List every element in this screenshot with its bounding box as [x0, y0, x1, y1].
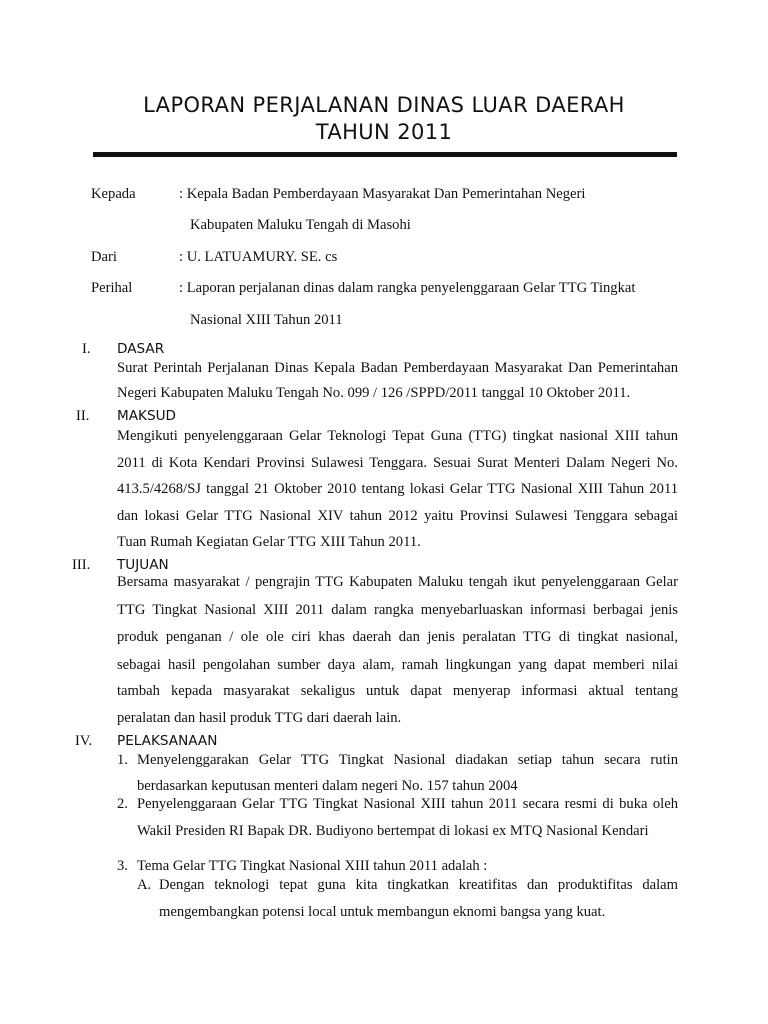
- perihal-value-line2: Nasional XIII Tahun 2011: [190, 312, 343, 328]
- tujuan-line-6: peralatan dan hasil produk TTG dari daerah lain.: [117, 710, 402, 726]
- section-number-maksud: II.: [76, 408, 90, 424]
- pelaksanaan-item-2-line1: Penyelenggaraan Gelar TTG Tingkat Nasional XIII tahun 2011 secara resmi di buka oleh: [137, 796, 678, 812]
- tujuan-line-4: sebagai hasil pengolahan sumber daya alam, ramah lingkungan yang dapat memberi nilai: [117, 657, 678, 673]
- document-title-line2: TAHUN 2011: [315, 120, 453, 144]
- section-heading-tujuan: TUJUAN: [117, 557, 169, 573]
- pelaksanaan-item-1-line1: Menyelenggarakan Gelar TTG Tingkat Nasional diadakan setiap tahun secara rutin: [137, 752, 678, 768]
- title-divider: [93, 152, 677, 157]
- tujuan-line-3: produk penganan / ole ole ciri khas daerah dan jenis peralatan TTG di tingkat nasional,: [117, 629, 678, 645]
- tujuan-line-1: Bersama masyarakat / pengrajin TTG Kabupaten Maluku tengah ikut penyelenggaraan Gelar: [117, 574, 678, 590]
- pelaksanaan-subitem-a-letter: A.: [137, 877, 152, 893]
- maksud-line-2: 2011 di Kota Kendari Provinsi Sulawesi Tenggara. Sesuai Surat Menteri Dalam Negeri No.: [117, 455, 678, 471]
- pelaksanaan-subitem-a-line1: Dengan teknologi tepat guna kita tingkatkan kreatifitas dan produktifitas dalam: [159, 877, 678, 893]
- section-heading-dasar: DASAR: [117, 341, 165, 357]
- pelaksanaan-item-2-number: 2.: [117, 796, 128, 812]
- tujuan-line-5: tambah kepada masyarakat sekaligus untuk dapat menyerap informasi aktual tentang: [117, 683, 678, 699]
- section-heading-maksud: MAKSUD: [117, 408, 176, 424]
- pelaksanaan-item-1-number: 1.: [117, 752, 128, 768]
- perihal-label: Perihal: [91, 280, 133, 296]
- pelaksanaan-subitem-a-line2: mengembangkan potensi local untuk membangun eknomi bangsa yang kuat.: [159, 904, 606, 920]
- dari-value: : U. LATUAMURY. SE. cs: [179, 249, 338, 265]
- maksud-line-1: Mengikuti penyelenggaraan Gelar Teknologi Tepat Guna (TTG) tingkat nasional XIII tahun: [117, 428, 678, 444]
- pelaksanaan-item-2-line2: Wakil Presiden RI Bapak DR. Budiyono bertempat di lokasi ex MTQ Nasional Kendari: [137, 823, 649, 839]
- perihal-value-line1: : Laporan perjalanan dinas dalam rangka penyelenggaraan Gelar TTG Tingkat: [179, 280, 636, 296]
- kepada-label: Kepada: [91, 186, 136, 202]
- kepada-value-line2: Kabupaten Maluku Tengah di Masohi: [190, 217, 411, 233]
- kepada-value-line1: : Kepala Badan Pemberdayaan Masyarakat Dan Pemerintahan Negeri: [179, 186, 586, 202]
- section-number-pelaksanaan: IV.: [75, 733, 93, 749]
- section-heading-pelaksanaan: PELAKSANAAN: [117, 733, 218, 749]
- section-number-tujuan: III.: [72, 557, 91, 573]
- pelaksanaan-item-3-number: 3.: [117, 858, 128, 874]
- document-title-line1: LAPORAN PERJALANAN DINAS LUAR DAERAH: [143, 93, 625, 117]
- maksud-line-5: Tuan Rumah Kegiatan Gelar TTG XIII Tahun 2011.: [117, 534, 421, 550]
- dasar-line-2: Negeri Kabupaten Maluku Tengah No. 099 / 126 /SPPD/2011 tanggal 10 Oktober 2011.: [117, 385, 631, 401]
- dasar-line-1: Surat Perintah Perjalanan Dinas Kepala Badan Pemberdayaan Masyarakat Dan Pemerintahan: [117, 360, 678, 376]
- pelaksanaan-item-3-line1: Tema Gelar TTG Tingkat Nasional XIII tahun 2011 adalah :: [137, 858, 488, 874]
- maksud-line-3: 413.5/4268/SJ tanggal 21 Oktober 2010 tentang lokasi Gelar TTG Nasional XIII Tahun 2011: [117, 481, 678, 497]
- maksud-line-4: dan lokasi Gelar TTG Nasional XIV tahun 2012 yaitu Provinsi Sulawesi Tenggara sebagai: [117, 508, 678, 524]
- tujuan-line-2: TTG Tingkat Nasional XIII 2011 dalam rangka menyebarluaskan informasi berbagai jenis: [117, 602, 678, 618]
- dari-label: Dari: [91, 249, 117, 265]
- section-number-dasar: I.: [82, 341, 91, 357]
- pelaksanaan-item-1-line2: berdasarkan keputusan menteri dalam negeri No. 157 tahun 2004: [137, 778, 518, 794]
